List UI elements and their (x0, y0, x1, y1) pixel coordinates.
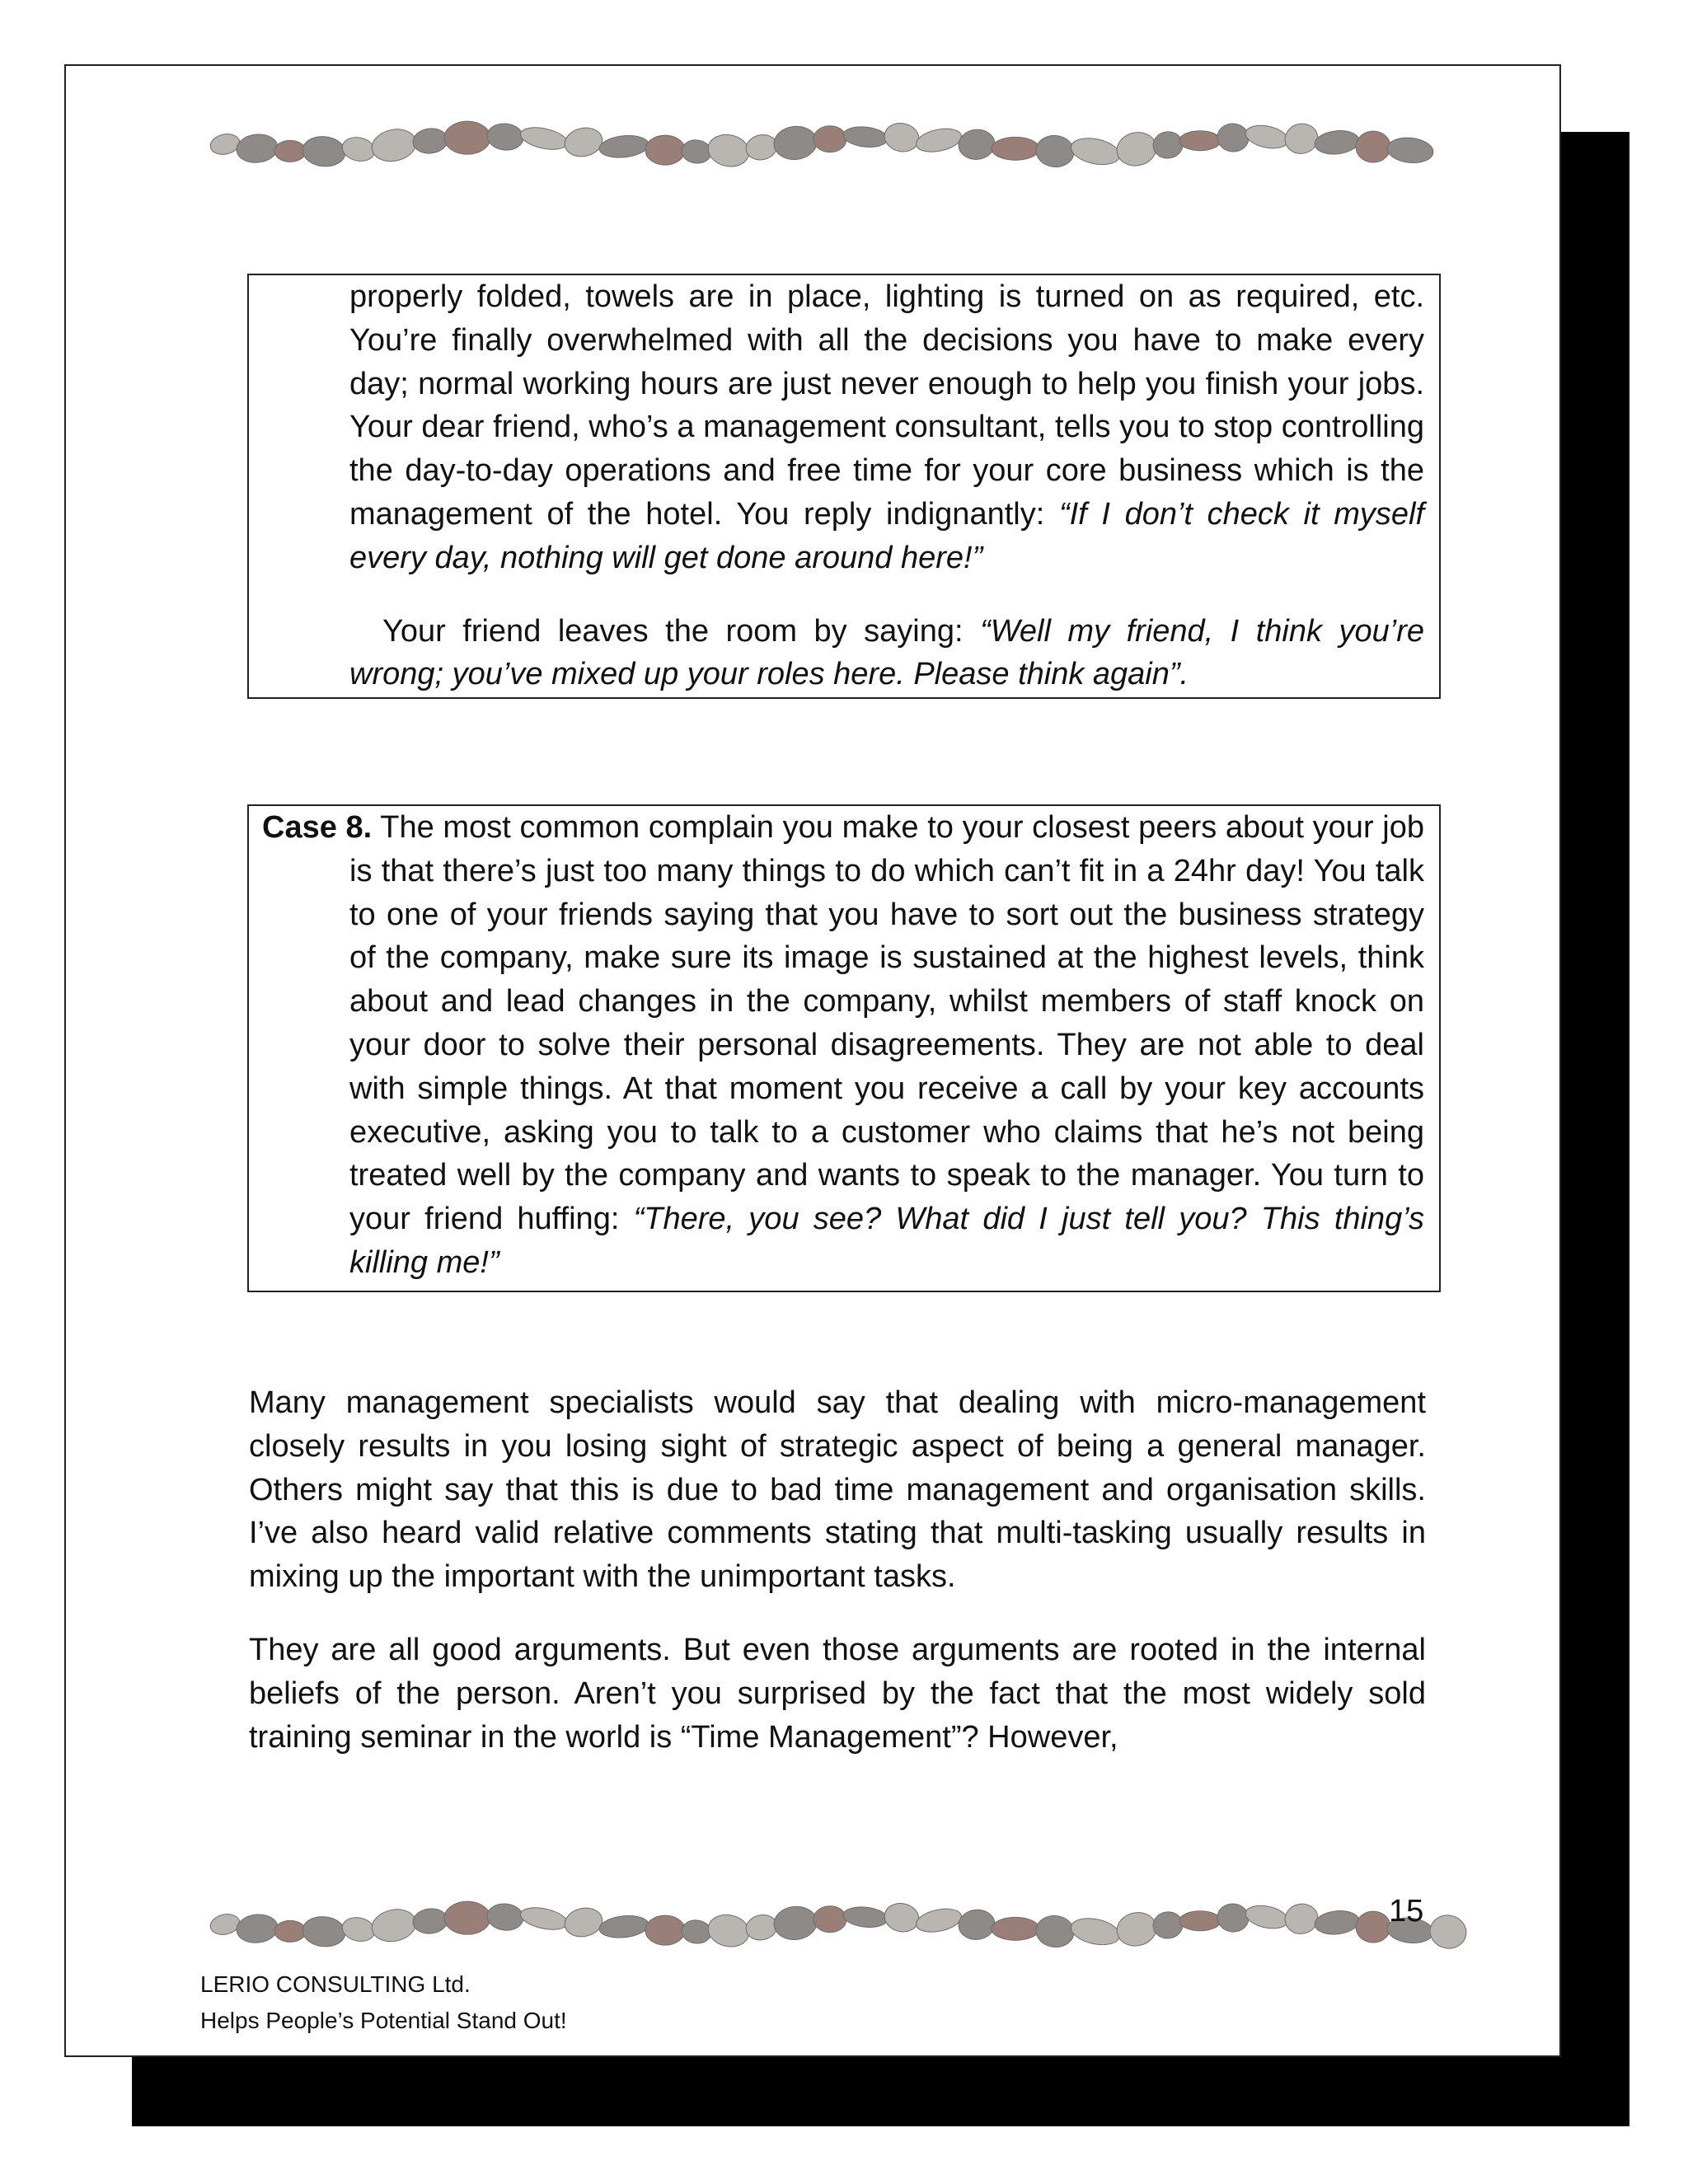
stone (1034, 1914, 1076, 1949)
footer (200, 1966, 567, 2039)
stone (772, 1905, 818, 1942)
stone (1114, 129, 1159, 169)
stone (1069, 134, 1123, 169)
stone (1427, 1912, 1469, 1952)
stone (957, 128, 996, 161)
stone (681, 138, 713, 165)
stone (1069, 1915, 1123, 1949)
stone (598, 134, 649, 160)
stone (301, 1915, 346, 1948)
stone (1216, 122, 1250, 153)
stone (369, 1905, 420, 1945)
stone (485, 1902, 524, 1932)
stone (992, 137, 1039, 160)
footer-company: LERIO CONSULTING Ltd. (200, 1971, 471, 1997)
stone (1282, 120, 1321, 157)
stone (444, 121, 490, 154)
stone (1244, 1902, 1290, 1932)
stone (1356, 131, 1390, 162)
stone (518, 124, 570, 153)
main-body (249, 1381, 1426, 1759)
stone (914, 1905, 964, 1936)
stone (842, 1905, 889, 1929)
stone (814, 126, 846, 152)
stone (645, 135, 685, 165)
stone (518, 1904, 570, 1933)
stone (1151, 1910, 1184, 1940)
case-box-7-continued (247, 274, 1441, 699)
stone (842, 124, 889, 149)
stone (444, 1901, 490, 1934)
stone (301, 134, 346, 168)
body-paragraph-2: They are all good arguments. But even those arguments are rooted in the internal beliefs of the person. Aren’t you surprised by the fact that the most widely sold training seminar in the world is “Time Management”? However, (249, 1632, 1426, 1755)
stone (340, 134, 377, 164)
case8-paragraph (249, 806, 1424, 1285)
stone-border-svg (66, 99, 1563, 190)
stone (1386, 135, 1435, 165)
stone (209, 1912, 241, 1938)
stone (274, 140, 306, 162)
stone (1216, 1902, 1250, 1933)
stone (412, 1907, 449, 1935)
stone (645, 1915, 685, 1945)
page-number: 15 (1389, 1894, 1424, 1929)
stone (882, 1900, 921, 1935)
case7-friend-text: Your friend leaves the room by saying: (382, 613, 981, 649)
stone (772, 124, 818, 162)
stone (369, 125, 420, 165)
body-paragraph-1: Many management specialists would say that dealing with micro-management closely results in you losing sight of strategic aspect of being a general manager. Others might say that this is due to bad time management and organisation skills. I’ve also heard valid relative comments stating that multi-tasking usually results in mixing up the important with the unimportant tasks. (249, 1385, 1426, 1595)
stone (1114, 1909, 1159, 1949)
stone-border-svg (66, 1879, 1563, 1970)
stone (1151, 130, 1184, 160)
stone (1314, 1909, 1361, 1936)
stone (681, 1919, 713, 1945)
stone (562, 1905, 605, 1940)
stone (340, 1915, 377, 1944)
stone (209, 132, 241, 157)
stone (235, 1913, 279, 1945)
stone (992, 1917, 1039, 1940)
stone (1356, 1911, 1390, 1943)
footer-tagline: Helps People’s Potential Stand Out! (200, 2008, 567, 2033)
stone (485, 122, 524, 152)
stone (1282, 1900, 1321, 1937)
stone-border-top (66, 99, 1563, 190)
case7-quote-manager: “If I don’t check it myself every day, nothing will get done around here!” (349, 496, 1425, 575)
document-page (64, 64, 1561, 2057)
case8-text: The most common complain you make to your closest peers about your job is that there’s just too many things to do which can’t fit in a 24hr day! You talk to one of your friends saying that you have to sort out the business strategy of the company, make sure its image is sustained at the highest levels, think about and lead changes in the company, whilst members of staff knock on your door to solve their personal disagreements. They are not able to deal with simple things. At that moment you receive a call by your key accounts executive, asking you to talk to a customer who claims that he’s not being treated well by the company and wants to speak to the manager. You turn to your friend huffing: (349, 810, 1424, 1237)
stone (1179, 131, 1221, 151)
stone (598, 1914, 649, 1940)
case-box-8 (247, 804, 1441, 1292)
stone (1179, 1911, 1221, 1931)
stone (562, 124, 605, 160)
case7-text: properly folded, towels are in place, lighting is turned on as required, etc. You’re finally overwhelmed with all the decisions you have to make every day; normal working hours are just never enough to help you finish your jobs. Your dear friend, who’s a management consultant, tells you to stop controlling the day-to-day operations and free time for your core business which is the management of the hotel. You reply indignantly: (349, 279, 1424, 532)
case7-paragraph-1 (249, 275, 1424, 580)
case8-quote: “There, you see? What did I just tell you? This thing’s killing me!” (349, 1202, 1424, 1280)
stone (706, 131, 753, 171)
stone (1244, 122, 1290, 152)
stone (706, 1911, 753, 1951)
stone (814, 1906, 846, 1933)
stone (412, 127, 449, 155)
case7-paragraph-2 (249, 610, 1424, 697)
stone (914, 125, 964, 156)
stone (957, 1908, 996, 1941)
case8-label: Case 8. (262, 810, 373, 845)
stone (882, 120, 921, 155)
stone (274, 1920, 306, 1942)
stone (235, 133, 279, 165)
stone (1314, 129, 1361, 156)
case7-quote-friend: “Well my friend, I think you’re wrong; you’ve mixed up your roles here. Please think again”. (349, 613, 1424, 692)
stone-border-bottom (66, 1879, 1563, 1970)
stone (1034, 134, 1076, 169)
